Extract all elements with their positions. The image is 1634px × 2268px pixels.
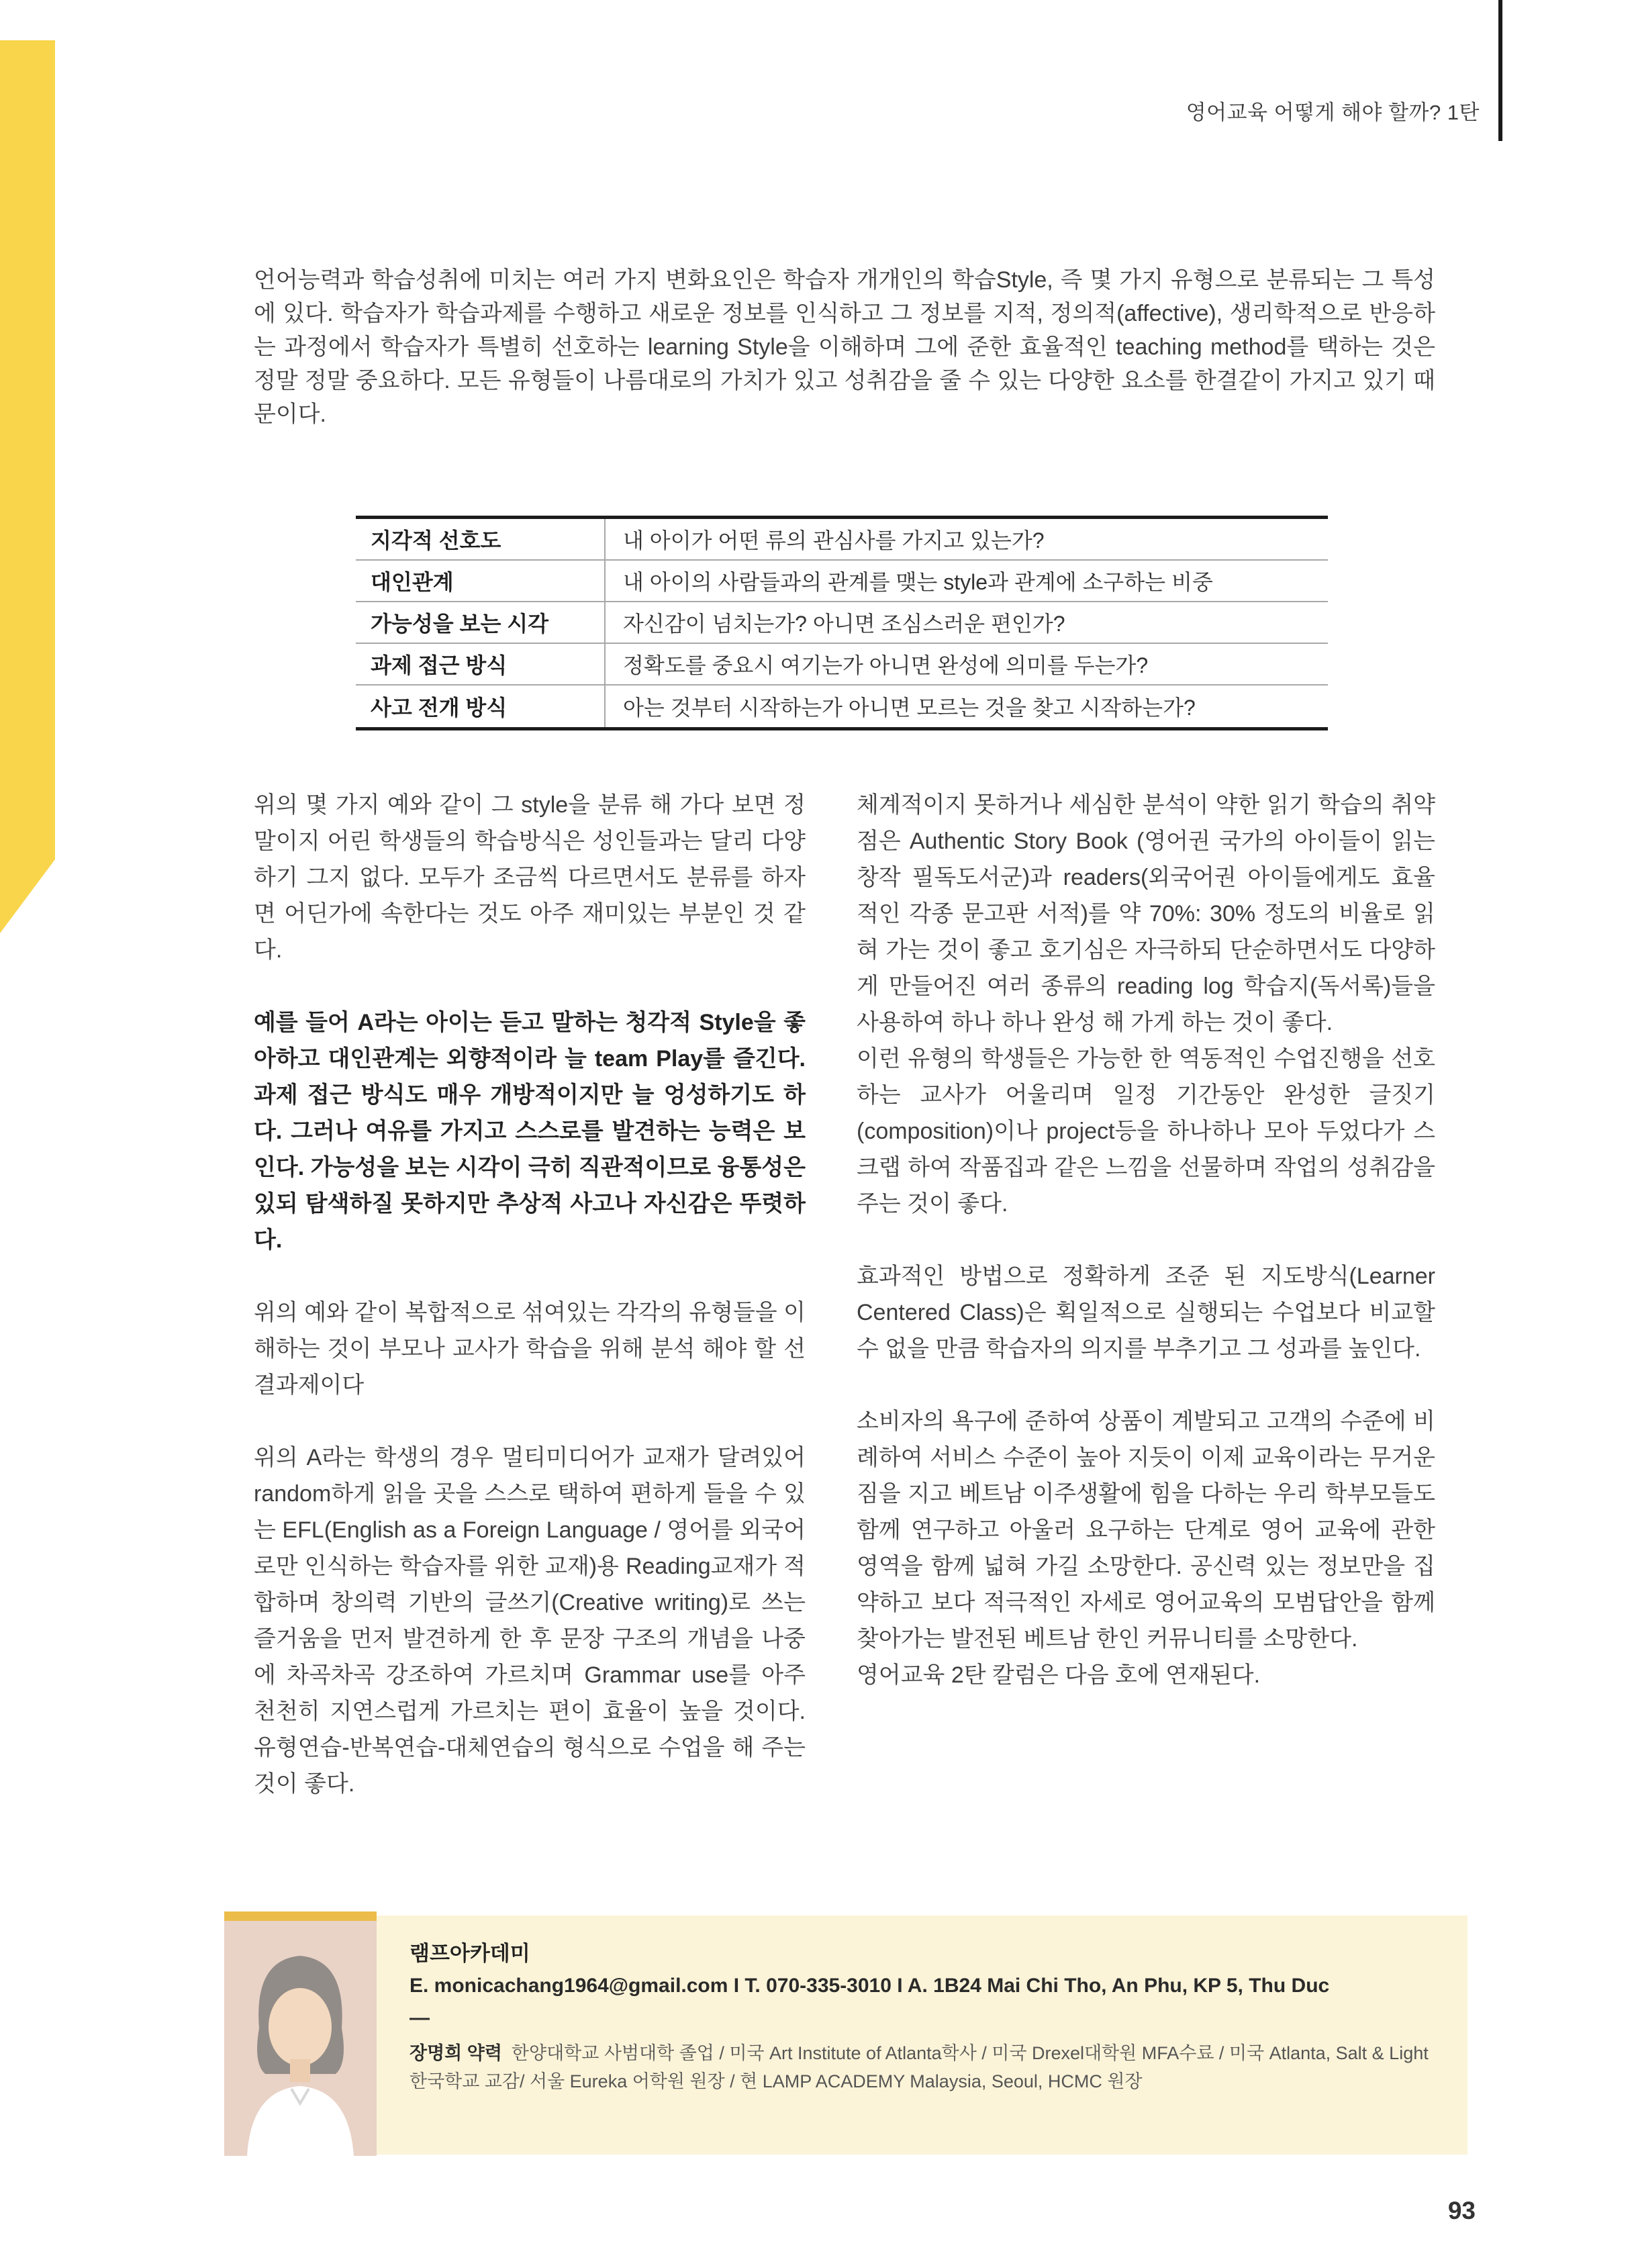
table-row-question: 아는 것부터 시작하는가 아니면 모르는 것을 찾고 시작하는가? (604, 686, 1328, 727)
table-row-label: 사고 전개 방식 (371, 696, 508, 720)
bio-body: 한양대학교 사범대학 졸업 / 미국 Art Institute of Atlanta학사 / 미국 Drexel대학원 MFA수료 / 미국 Atlanta, Salt & Light 한국학교 교감/ 서울 Eureka 어학원 원장 / 현 LAMP ACADEMY Malaysia, Seoul, HCMC 원장 (410, 2043, 1429, 2091)
intro-paragraph: 언어능력과 학습성취에 미치는 여러 가지 변화요인은 학습자 개개인의 학습Style, 즉 몇 가지 유형으로 분류되는 그 특성에 있다. 학습자가 학습과제를 수행하고 새로운 정보를 인식하고 그 정보를 지적, 정의적(affective), 생리학적으로 반응하는 과정에서 학습자가 특별히 선호하는 learning Style을 이해하며 그에 준한 효율적인 teaching method를 택하는 것은 정말 정말 중요하다. 모든 유형들이 나름대로의 가치가 있고 성취감을 줄 수 있는 다양한 요소를 한결같이 가지고 있기 때문이다. (254, 267, 1435, 427)
body-paragraph: 위의 몇 가지 예와 같이 그 style을 분류 해 가다 보면 정말이지 어린 학생들의 학습방식은 성인들과는 달리 다양하기 그지 없다. 모두가 조금씩 다르면서도 분류를 하자면 어딘가에 속한다는 것도 아주 재미있는 부분인 것 같다. (254, 792, 806, 963)
learning-style-table (356, 516, 1328, 730)
body-paragraph: 위의 A라는 학생의 경우 멀티미디어가 교재가 달려있어 random하게 읽을 곳을 스스로 택하여 편하게 들을 수 있는 EFL(English as a Foreign Language / 영어를 외국어로만 인식하는 학습자를 위한 교재)용 Reading교재가 적합하며 창의력 기반의 글쓰기(Creative writing)로 쓰는 즐거움을 먼저 발견하게 한 후 문장 구조의 개념을 나중에 차곡차곡 강조하여 가르치며 Grammar use를 아주 천천히 지연스럽게 가르치는 편이 효율이 높을 것이다. 유형연습-반복연습-대체연습의 형식으로 수업을 해 주는 것이 좋다. (254, 1445, 806, 1797)
contact-line: E. monicachang1964@gmail.com I T. 070-335-3010 I A. 1B24 Mai Chi Tho, An Phu, KP 5, Thu Duc (410, 1975, 1330, 1997)
body-paragraph: 소비자의 욕구에 준하여 상품이 계발되고 고객의 수준에 비례하여 서비스 수준이 높아 지듯이 이제 교육이라는 무거운 짐을 지고 베트남 이주생활에 힘을 다하는 우리 학부모들도 함께 연구하고 아울러 요구하는 단계로 영어 교육에 관한 영역을 함께 넓혀 가길 소망한다. 공신력 있는 정보만을 집약하고 보다 적극적인 자세로 영어교육의 모범답안을 함께 찾아가는 발전된 베트남 한인 커뮤니티를 소망한다. (857, 1409, 1435, 1652)
portrait-illustration (224, 1921, 377, 2156)
page-number: 93 (1447, 2197, 1476, 2224)
table-row (356, 519, 1328, 561)
table-row (356, 561, 1328, 602)
separator-dash: — (410, 2007, 430, 2029)
body-column-left (254, 787, 806, 1802)
body-paragraph-emphasis: 예를 들어 A라는 아이는 듣고 말하는 청각적 Style을 좋아하고 대인관계는 외향적이라 늘 team Play를 즐긴다. 과제 접근 방식도 매우 개방적이지만 늘 엉성하기도 하다. 그러나 여유를 가지고 스스로를 발견하는 능력은 보인다. 가능성을 보는 시각이 극히 직관적이므로 융통성은 있되 탐색하질 못하지만 추상적 사고나 자신감은 뚜렷하다. (254, 1010, 806, 1253)
bio-label: 장명희 약력 (410, 2043, 502, 2063)
body-paragraph: 효과적인 방법으로 정확하게 조준 된 지도방식(Learner Centered Class)은 획일적으로 실행되는 수업보다 비교할 수 없을 만큼 학습자의 의지를 부추기고 그 성과를 높인다. (857, 1264, 1435, 1362)
body-column-right (857, 787, 1435, 1693)
table-row-question: 내 아이의 사람들과의 관계를 맺는 style과 관계에 소구하는 비중 (604, 561, 1328, 601)
table-row (356, 686, 1328, 727)
table-row-question: 자신감이 넘치는가? 아니면 조심스러운 편인가? (604, 602, 1328, 643)
header-vertical-rule (1498, 0, 1502, 141)
profile-photo (224, 1911, 377, 2156)
body-paragraph: 체계적이지 못하거나 세심한 분석이 약한 읽기 학습의 취약점은 Authentic Story Book (영어권 국가의 아이들이 읽는 창작 필독도서군)과 readers(외국어권 아이들에게도 효율적인 각종 문고판 서적)를 약 70%: 30% 정도의 비율로 읽혀 가는 것이 좋고 호기심은 자극하되 단순하면서도 다양하게 만들어진 여러 종류의 reading log 학습지(독서록)들을 사용하여 하나 하나 완성 해 가게 하는 것이 좋다. (857, 792, 1435, 1035)
table-row-label: 지각적 선호도 (371, 528, 501, 553)
yellow-ribbon-decoration (0, 40, 55, 933)
table-row-label: 과제 접근 방식 (371, 653, 508, 677)
body-paragraph: 영어교육 2탄 칼럼은 다음 호에 연재된다. (857, 1662, 1261, 1688)
academy-name: 램프아카데미 (410, 1942, 530, 1965)
body-paragraph: 위의 예와 같이 복합적으로 섞여있는 각각의 유형들을 이해하는 것이 부모나 교사가 학습을 위해 분석 해야 할 선결과제이다 (254, 1300, 806, 1398)
table-row-question: 내 아이가 어떤 류의 관심사를 가지고 있는가? (604, 519, 1328, 559)
table-row-question: 정확도를 중요시 여기는가 아니면 완성에 의미를 두는가? (604, 644, 1328, 684)
table-row-label: 대인관계 (371, 570, 454, 594)
profile-text-block (410, 1936, 1443, 2095)
table-row (356, 602, 1328, 644)
page-header: 영어교육 어떻게 해야 할까? 1탄 (1186, 101, 1480, 124)
bio-text (410, 2039, 1443, 2095)
body-paragraph: 이런 유형의 학생들은 가능한 한 역동적인 수업진행을 선호하는 교사가 어울리며 일정 기간동안 완성한 글짓기(composition)이나 project등을 하나하나 모아 두었다가 스크랩 하여 작품집과 같은 느낌을 선물하며 작업의 성취감을 주는 것이 좋다. (857, 1046, 1435, 1217)
table-row (356, 644, 1328, 686)
table-row-label: 가능성을 보는 시각 (371, 612, 549, 636)
